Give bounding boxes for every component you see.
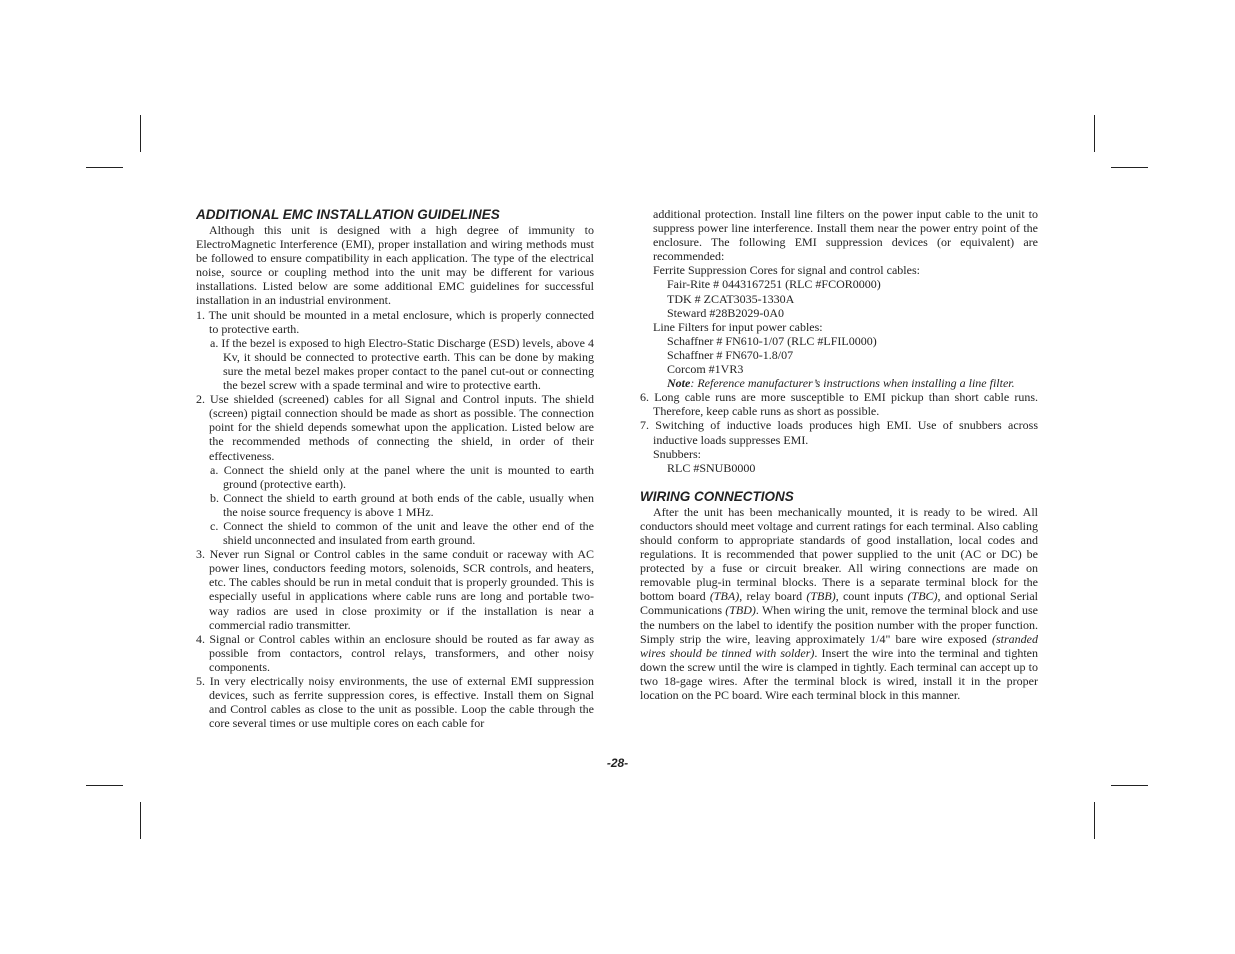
- wiring-text: . Insert the wire into the terminal and tighten down the screw until the wire is clamped in tightly. Each terminal can accept up to two 18-gage wires. After the terminal block is wired, install it in the proper location on the PC board. Wire each terminal block in this manner.: [640, 645, 1038, 702]
- ferrite-item: Fair-Rite # 0443167251 (RLC #FCOR0000): [667, 277, 881, 292]
- crop-mark: [86, 785, 123, 786]
- filter-item: Corcom #1VR3: [667, 362, 744, 377]
- section-heading-emc: ADDITIONAL EMC INSTALLATION GUIDELINES: [196, 207, 500, 222]
- wiring-text: , and optional Serial Communications: [640, 589, 1039, 618]
- left-column: [196, 207, 594, 730]
- list-item-2a: a. Connect the shield only at the panel where the unit is mounted to earth ground (protective earth).: [210, 462, 594, 491]
- wiring-text: . When wiring the unit, remove the terminal block and use the numbers on the label to identify the position number with the proper function. Simply strip the wire, leaving approximately 1/4" bare wire exposed: [640, 603, 1039, 646]
- paragraph-intro: Although this unit is designed with a high degree of immunity to ElectroMagnetic Interference (EMI), proper installation and wiring methods must be followed to ensure compatibility in each application. The type of the electrical noise, source or coupling method into the unit may be different for various installations. Listed below are some additional EMC guidelines for successful installation in an industrial environment.: [196, 223, 594, 308]
- list-item-4: 4. Signal or Control cables within an enclosure should be routed as far away as possible from contactors, control relays, transformers, and other noisy components.: [196, 631, 594, 674]
- crop-mark: [1094, 802, 1095, 839]
- ferrite-item: Steward #28B2029-0A0: [667, 305, 784, 320]
- wiring-ref-tba: (TBA): [709, 589, 740, 604]
- wiring-text: After the unit has been mechanically mounted, it is ready to be wired. All conductors should meet voltage and current ratings for each terminal. Also cabling should conform to appropriate standards of good installation, local codes and regulations. It is recommended that power supplied to the unit (AC or DC) be protected by a fuse or circuit breaker. All wiring connections are made on removable plug-in terminal blocks. There is a separate terminal block for the bottom board: [640, 504, 1038, 604]
- list-item-6: 6. Long cable runs are more susceptible to EMI pickup than short cable runs. Therefore, keep cable runs as short as possible.: [640, 390, 1038, 419]
- wiring-ref-tbc: (TBC): [907, 589, 938, 604]
- wiring-text: , count inputs: [835, 589, 908, 604]
- crop-mark: [1111, 785, 1148, 786]
- list-item-7: 7. Switching of inductive loads produces high EMI. Use of snubbers across inductive loads suppresses EMI.: [640, 418, 1038, 447]
- filter-label: Line Filters for input power cables:: [653, 319, 823, 334]
- snubbers-label: Snubbers:: [653, 446, 701, 461]
- note: [640, 376, 1038, 390]
- list-item-5: 5. In very electrically noisy environments, the use of external EMI suppression devices, such as ferrite suppression cores, is effective. Install them on Signal and Control cables as close to the unit as possible. Loop the cable through the core several times or use multiple cores on each cable for: [196, 674, 594, 731]
- list-item-2: 2. Use shielded (screened) cables for all Signal and Control inputs. The shield (screen) pigtail connection should be made as short as possible. The connection point for the shield depends somewhat upon the application. Listed below are the recommended methods of connecting the shield, in order of their effectiveness.: [196, 392, 594, 463]
- wiring-note-stranded: (stranded wires should be tinned with solder): [640, 631, 1038, 660]
- list-item-2b: b. Connect the shield to earth ground at both ends of the cable, usually when the noise source frequency is above 1 MHz.: [210, 490, 594, 519]
- section-heading-wiring: WIRING CONNECTIONS: [640, 488, 794, 504]
- page-number: -28-: [606, 756, 629, 770]
- crop-mark: [140, 802, 141, 839]
- note-text: : Reference manufacturer’s instructions when installing a line filter.: [690, 376, 1015, 391]
- list-item-1a: a. If the bezel is exposed to high Electro-Static Discharge (ESD) levels, above 4 Kv, it should be connected to protective earth. This can be done by making sure the metal bezel makes proper contact to the panel cut-out or connecting the bezel screw with a spade terminal and wire to protective earth.: [210, 335, 594, 393]
- ferrite-item: TDK # ZCAT3035-1330A: [667, 291, 795, 306]
- wiring-text: , relay board: [739, 589, 807, 604]
- crop-mark: [1111, 167, 1148, 168]
- ferrite-label: Ferrite Suppression Cores for signal and control cables:: [653, 263, 920, 278]
- crop-mark: [1094, 115, 1095, 152]
- filter-item: Schaffner # FN670-1.8/07: [667, 347, 794, 362]
- snubbers-item: RLC #SNUB0000: [667, 460, 756, 475]
- paragraph-continued: additional protection. Install line filters on the power input cable to the unit to suppress power line interference. Install them near the power entry point of the enclosure. The following EMI suppression devices (or equivalent) are recommended:: [653, 207, 1038, 264]
- crop-mark: [140, 115, 141, 152]
- filter-item: Schaffner # FN610-1/07 (RLC #LFIL0000): [667, 333, 877, 348]
- wiring-ref-tbb: (TBB): [806, 589, 836, 604]
- right-column: [640, 207, 1038, 702]
- list-item-3: 3. Never run Signal or Control cables in the same conduit or raceway with AC power lines, conductors feeding motors, solenoids, SCR controls, and heaters, etc. The cables should be run in metal conduit that is properly grounded. This is especially useful in applications where cable runs are long and portable two-way radios are used in close proximity or if the installation is near a commercial radio transmitter.: [196, 547, 594, 632]
- note-label: Note: [667, 376, 691, 391]
- list-item-1: 1. The unit should be mounted in a metal enclosure, which is properly connected to protective earth.: [196, 307, 594, 336]
- wiring-ref-tbd: (TBD): [725, 603, 756, 618]
- crop-mark: [86, 167, 123, 168]
- list-item-2c: c. Connect the shield to common of the unit and leave the other end of the shield unconnected and insulated from earth ground.: [210, 518, 594, 548]
- paragraph-wiring: [640, 505, 1038, 702]
